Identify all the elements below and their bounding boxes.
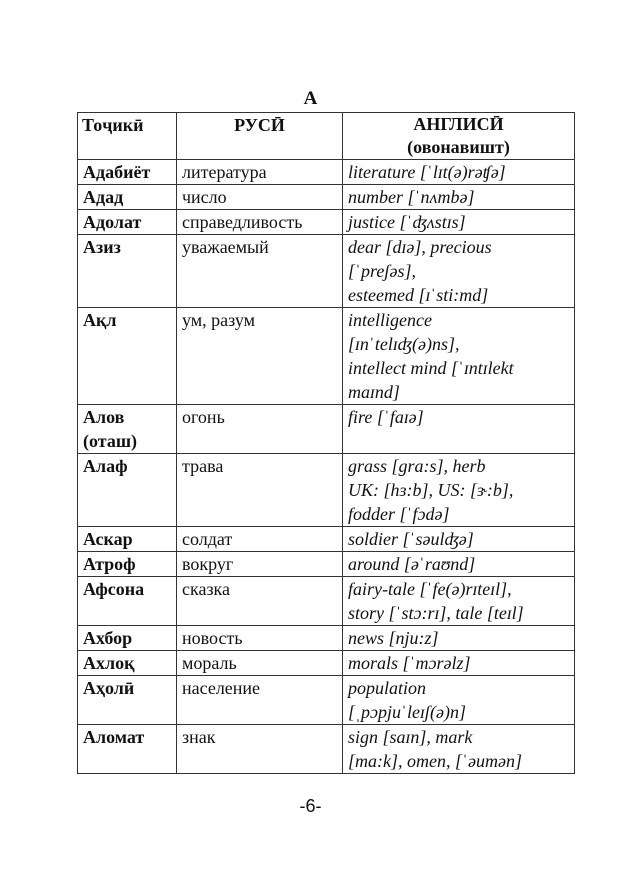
table-row: [78, 235, 575, 308]
english-translation: [343, 185, 575, 210]
tajik-word: [78, 552, 177, 577]
russian-translation-line: знак: [182, 727, 216, 747]
dictionary-table: [77, 112, 575, 774]
section-letter: A: [303, 88, 318, 109]
tajik-word-line: (оташ): [83, 431, 138, 451]
russian-translation: [177, 725, 343, 774]
english-translation: [343, 235, 575, 308]
english-translation-line: [ˌpɔpjuˈleɪʃ(ə)n]: [348, 702, 466, 722]
tajik-word: [78, 405, 177, 454]
english-translation-line: maɪnd]: [348, 382, 400, 402]
table-row: [78, 527, 575, 552]
english-translation-line: dear [dɪə], precious: [348, 237, 492, 257]
header-russian: РУСӢ: [177, 113, 343, 160]
table-row: [78, 577, 575, 626]
russian-translation-line: население: [182, 678, 261, 698]
russian-translation: [177, 651, 343, 676]
table-row: [78, 651, 575, 676]
tajik-word-line: Ахбор: [83, 628, 133, 648]
tajik-word-line: Атроф: [83, 554, 136, 574]
tajik-word-line: Азиз: [83, 237, 121, 257]
tajik-word-line: Аҳолӣ: [83, 678, 135, 698]
english-translation: [343, 676, 575, 725]
tajik-word-line: Адолат: [83, 212, 142, 232]
russian-translation: [177, 235, 343, 308]
russian-translation-line: литература: [182, 162, 267, 182]
english-translation: [343, 725, 575, 774]
tajik-word-line: Ахлоқ: [83, 653, 135, 673]
english-translation: [343, 651, 575, 676]
tajik-word-line: Ақл: [83, 310, 117, 330]
russian-translation: [177, 210, 343, 235]
english-translation-line: [ɪnˈtelɪʤ(ə)ns],: [348, 334, 460, 354]
tajik-word: [78, 235, 177, 308]
english-translation: [343, 308, 575, 405]
tajik-word: [78, 577, 177, 626]
russian-translation: [177, 405, 343, 454]
table-row: [78, 552, 575, 577]
dictionary-rows: [78, 160, 575, 774]
header-english-subtitle: (овонавишт): [407, 137, 510, 157]
english-translation-line: population: [348, 678, 427, 698]
tajik-word: [78, 308, 177, 405]
header-tajik: Тоҷикӣ: [78, 113, 177, 160]
english-translation-line: [ma:k], omen, [ˈəumən]: [348, 751, 522, 771]
english-translation-line: [ˈpreʃəs],: [348, 261, 416, 281]
table-row: [78, 210, 575, 235]
russian-translation-line: справедливость: [182, 212, 303, 232]
table-row: [78, 308, 575, 405]
english-translation-line: fodder [ˈfɔdə]: [348, 504, 450, 524]
english-translation: [343, 210, 575, 235]
russian-translation: [177, 308, 343, 405]
tajik-word-line: Аскар: [83, 529, 133, 549]
table-row: [78, 725, 575, 774]
russian-translation-line: мораль: [182, 653, 237, 673]
english-translation-line: sign [saɪn], mark: [348, 727, 473, 747]
english-translation-line: around [əˈraʊnd]: [348, 554, 476, 574]
tajik-word: [78, 676, 177, 725]
table-row: [78, 454, 575, 527]
table-row: [78, 405, 575, 454]
english-translation-line: literature [ˈlɪt(ə)rəʧə]: [348, 162, 506, 182]
table-row: [78, 626, 575, 651]
english-translation-line: number [ˈnʌmbə]: [348, 187, 475, 207]
header-english: [343, 113, 575, 160]
header-row: [78, 113, 575, 160]
english-translation-line: news [nju:z]: [348, 628, 439, 648]
english-translation: [343, 577, 575, 626]
english-translation-line: UK: [hɜ:b], US: [ɝ:b],: [348, 480, 514, 500]
english-translation: [343, 160, 575, 185]
russian-translation: [177, 552, 343, 577]
tajik-word: [78, 160, 177, 185]
english-translation-line: fairy-tale [ˈfe(ə)rɪteɪl],: [348, 579, 512, 599]
russian-translation: [177, 577, 343, 626]
english-translation-line: morals [ˈmɔrəlz]: [348, 653, 471, 673]
russian-translation-line: сказка: [182, 579, 231, 599]
english-translation: [343, 454, 575, 527]
tajik-word-line: Алов: [83, 407, 125, 427]
english-translation-line: justice [ˈʤʌstɪs]: [348, 212, 466, 232]
table-row: [78, 676, 575, 725]
english-translation-line: intelligence: [348, 310, 432, 330]
english-translation: [343, 405, 575, 454]
russian-translation-line: ум, разум: [182, 310, 256, 330]
russian-translation: [177, 527, 343, 552]
page-number: -6-: [299, 796, 322, 816]
russian-translation: [177, 626, 343, 651]
table-row: [78, 160, 575, 185]
tajik-word-line: Аломат: [83, 727, 145, 747]
russian-translation-line: уважаемый: [182, 237, 269, 257]
russian-translation-line: новость: [182, 628, 243, 648]
tajik-word-line: Алаф: [83, 456, 128, 476]
russian-translation-line: вокруг: [182, 554, 234, 574]
tajik-word-line: Адабиёт: [83, 162, 151, 182]
english-translation: [343, 527, 575, 552]
russian-translation: [177, 676, 343, 725]
english-translation: [343, 552, 575, 577]
russian-translation: [177, 185, 343, 210]
tajik-word: [78, 454, 177, 527]
english-translation-line: intellect mind [ˈɪntɪlekt: [348, 358, 514, 378]
russian-translation-line: огонь: [182, 407, 225, 427]
russian-translation-line: трава: [182, 456, 224, 476]
header-english-title: АНГЛИСӢ: [413, 114, 504, 134]
tajik-word: [78, 527, 177, 552]
english-translation-line: fire [ˈfaɪə]: [348, 407, 424, 427]
english-translation-line: esteemed [ɪˈsti:md]: [348, 285, 489, 305]
table-row: [78, 185, 575, 210]
tajik-word: [78, 651, 177, 676]
russian-translation: [177, 160, 343, 185]
tajik-word-line: Афсона: [83, 579, 145, 599]
english-translation-line: soldier [ˈsəulʤə]: [348, 529, 474, 549]
tajik-word: [78, 185, 177, 210]
english-translation-line: story [ˈstɔ:rɪ], tale [teɪl]: [348, 603, 524, 623]
tajik-word: [78, 725, 177, 774]
english-translation: [343, 626, 575, 651]
russian-translation-line: солдат: [182, 529, 233, 549]
tajik-word: [78, 626, 177, 651]
tajik-word-line: Адад: [83, 187, 124, 207]
russian-translation-line: число: [182, 187, 227, 207]
tajik-word: [78, 210, 177, 235]
russian-translation: [177, 454, 343, 527]
english-translation-line: grass [gra:s], herb: [348, 456, 486, 476]
